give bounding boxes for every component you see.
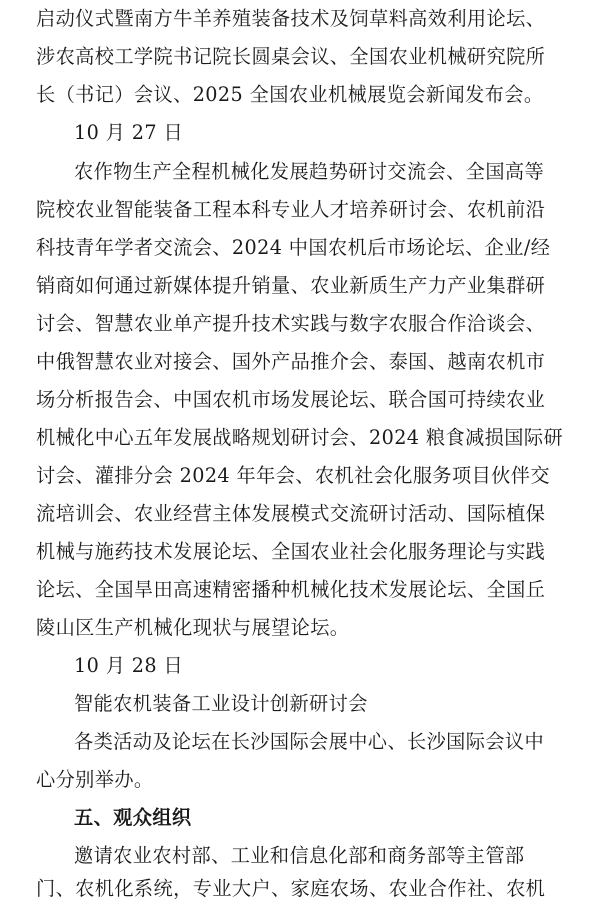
date-heading: 10 月 27 日 bbox=[74, 121, 184, 144]
body-line: 场分析报告会、中国农机市场发展论坛、联合国可持续农业 bbox=[36, 388, 546, 411]
paragraph-first-line: 农作物生产全程机械化发展趋势研讨交流会、全国高等 bbox=[74, 160, 545, 183]
body-line: 流培训会、农业经营主体发展模式交流研讨活动、国际植保 bbox=[36, 502, 546, 525]
paragraph-first-line: 各类活动及论坛在长沙国际会展中心、长沙国际会议中 bbox=[74, 730, 545, 753]
paragraph-first-line: 邀请农业农村部、工业和信息化部和商务部等主管部 bbox=[74, 844, 525, 867]
body-line: 讨会、智慧农业单产提升技术实践与数字农服合作洽谈会、 bbox=[36, 312, 546, 335]
body-line: 启动仪式暨南方牛羊养殖装备技术及饲草料高效利用论坛、 bbox=[36, 7, 546, 30]
body-line: 科技青年学者交流会、2024 中国农机后市场论坛、企业/经 bbox=[36, 236, 551, 259]
date-heading: 10 月 28 日 bbox=[74, 654, 184, 677]
body-line: 论坛、全国旱田高速精密播种机械化技术发展论坛、全国丘 bbox=[36, 578, 546, 601]
paragraph-first-line: 智能农机装备工业设计创新研讨会 bbox=[74, 692, 368, 715]
body-line: 陵山区生产机械化现状与展望论坛。 bbox=[36, 616, 350, 639]
body-line: 心分别举办。 bbox=[36, 768, 154, 791]
body-line: 讨会、灌排分会 2024 年年会、农机社会化服务项目伙伴交 bbox=[36, 464, 550, 487]
body-line: 机械化中心五年发展战略规划研讨会、2024 粮食减损国际研 bbox=[36, 426, 564, 449]
body-line: 院校农业智能装备工程本科专业人才培养研讨会、农机前沿 bbox=[36, 198, 546, 221]
body-line: 中俄智慧农业对接会、国外产品推介会、泰国、越南农机市 bbox=[36, 350, 546, 373]
body-line: 长（书记）会议、2025 全国农业机械展览会新闻发布会。 bbox=[36, 83, 544, 106]
section-heading: 五、观众组织 bbox=[74, 806, 192, 829]
body-line: 销商如何通过新媒体提升销量、农业新质生产力产业集群研 bbox=[36, 274, 546, 297]
body-line: 涉农高校工学院书记院长圆桌会议、全国农业机械研究院所 bbox=[36, 45, 546, 68]
body-line: 机械与施药技术发展论坛、全国农业社会化服务理论与实践 bbox=[36, 540, 546, 563]
body-line: 门、农机化系统，专业大户、家庭农场、农业合作社、农机 bbox=[36, 877, 546, 900]
